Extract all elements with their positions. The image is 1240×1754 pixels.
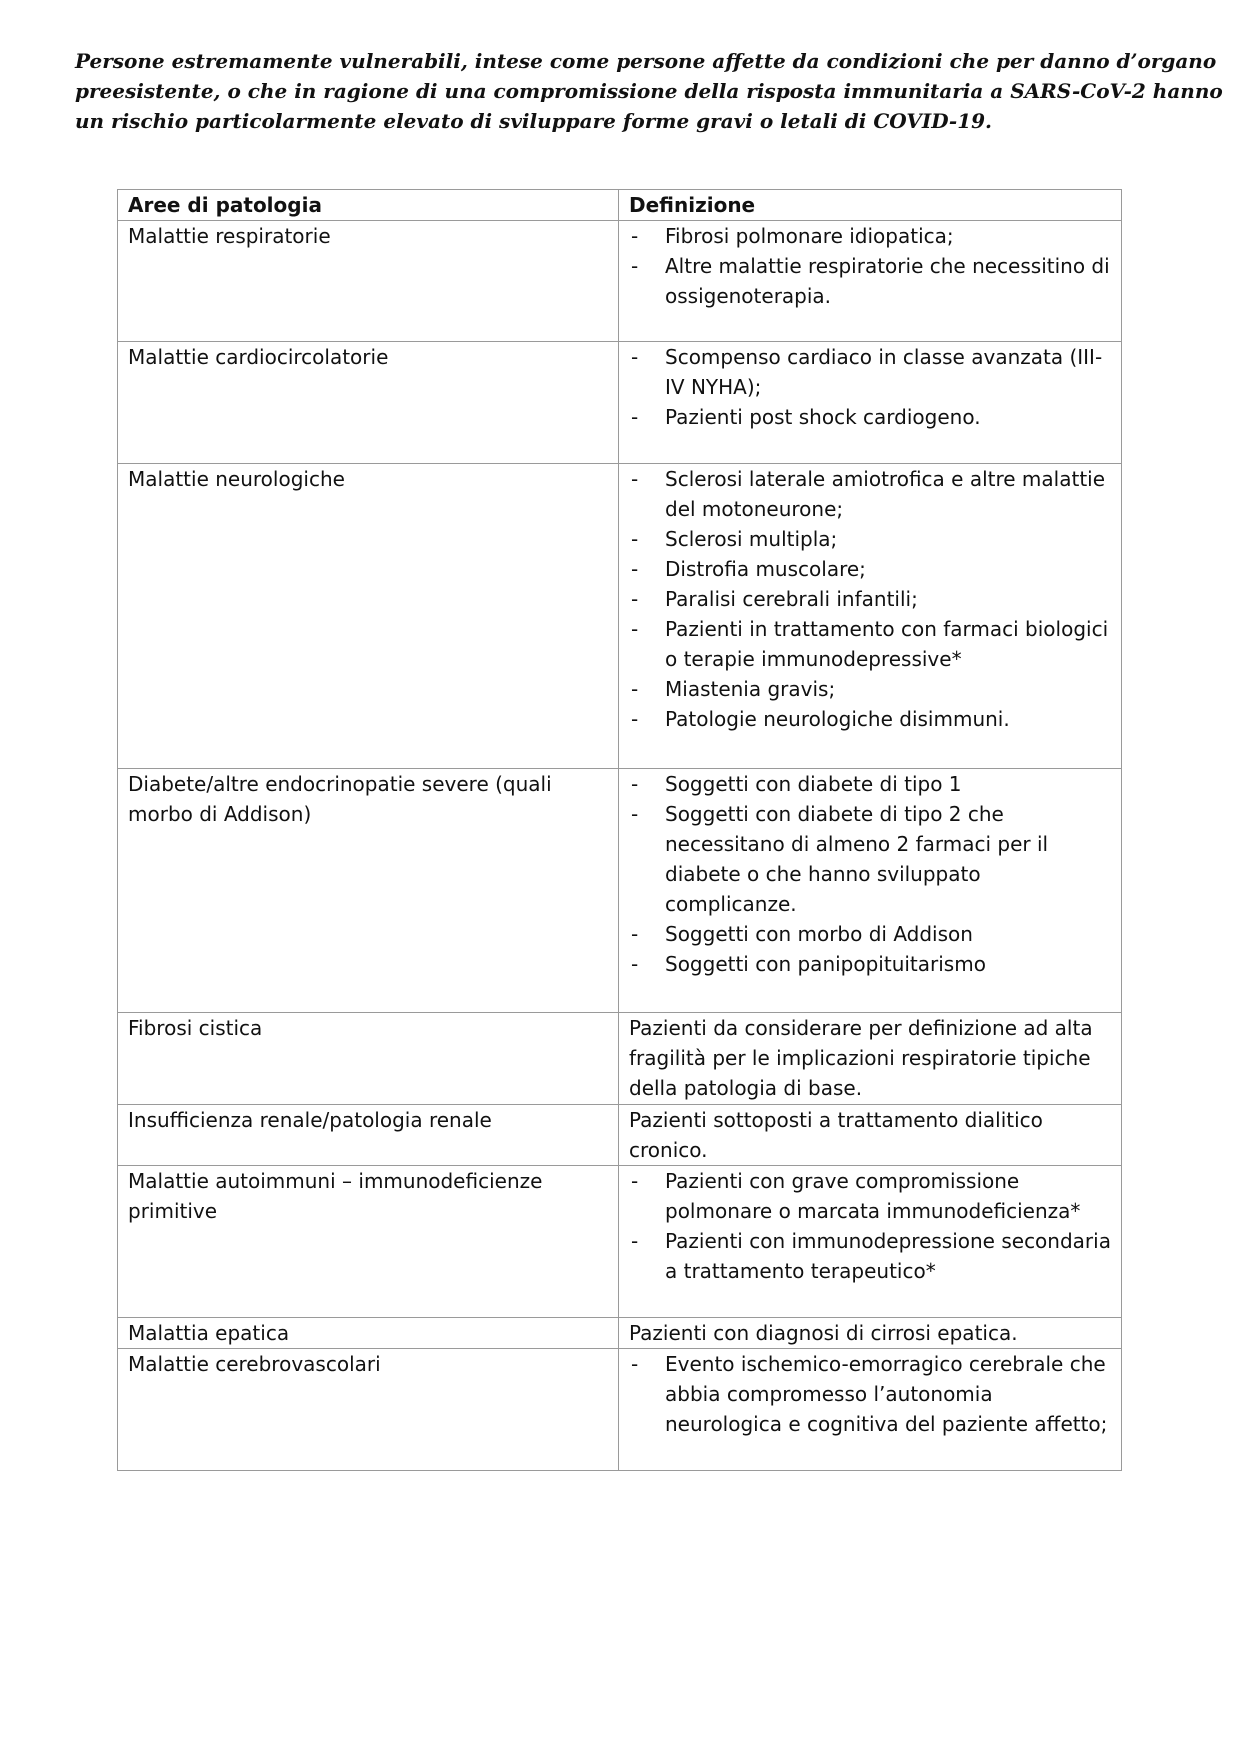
list-item: - Scompenso cardiaco in classe avanzata (III-IV NYHA);	[631, 345, 1103, 399]
area-label: Malattie cerebrovascolari	[128, 1352, 381, 1376]
area-cell	[118, 769, 619, 1013]
intro-paragraph: Persone estremamente vulnerabili, intese come persone affette da condizioni che per danno d’organo preesistente, o che in ragione di una compromissione della risposta immunitaria a SARS-CoV-2 hanno un rischio particolarmente elevato di sviluppare forme gravi o letali di COVID-19.	[75, 49, 1223, 133]
definition-cell	[619, 342, 1122, 464]
area-cell	[118, 464, 619, 769]
area-label: Insufficienza renale/patologia renale	[128, 1108, 492, 1132]
area-cell	[118, 1013, 619, 1105]
definition-list	[629, 221, 1111, 311]
table-row	[118, 464, 1122, 769]
list-item: - Pazienti in trattamento con farmaci biologici o terapie immunodepressive*	[631, 617, 1109, 671]
list-item: - Distrofia muscolare;	[631, 557, 866, 581]
pathology-table	[117, 189, 1122, 1471]
area-label: Malattie respiratorie	[128, 224, 331, 248]
definition-cell	[619, 464, 1122, 769]
list-item: - Miastenia gravis;	[631, 677, 836, 701]
definition-text: Pazienti con diagnosi di cirrosi epatica.	[629, 1321, 1018, 1345]
definition-cell	[619, 1318, 1122, 1349]
definition-cell	[619, 769, 1122, 1013]
list-item: - Soggetti con panipopituitarismo	[631, 952, 986, 976]
list-item: - Sclerosi laterale amiotrofica e altre malattie del motoneurone;	[631, 467, 1106, 521]
list-item: - Patologie neurologiche disimmuni.	[631, 707, 1010, 731]
list-item: - Pazienti con immunodepressione secondaria a trattamento terapeutico*	[631, 1229, 1111, 1283]
list-item: - Pazienti post shock cardiogeno.	[631, 405, 981, 429]
table-header-row	[118, 190, 1122, 221]
list-item: - Pazienti con grave compromissione polmonare o marcata immunodeficienza*	[631, 1169, 1081, 1223]
table-row	[118, 1105, 1122, 1166]
list-item: - Altre malattie respiratorie che necessitino di ossigenoterapia.	[631, 254, 1110, 308]
list-item: - Paralisi cerebrali infantili;	[631, 587, 918, 611]
list-item: - Sclerosi multipla;	[631, 527, 838, 551]
list-item: - Soggetti con diabete di tipo 1	[631, 772, 962, 796]
definition-list	[629, 1349, 1111, 1439]
definition-list	[629, 464, 1111, 734]
header-definition: Definizione	[619, 190, 1122, 221]
list-item: - Soggetti con morbo di Addison	[631, 922, 973, 946]
definition-list	[629, 769, 1111, 979]
area-cell	[118, 221, 619, 342]
table-row	[118, 221, 1122, 342]
area-cell	[118, 1166, 619, 1318]
area-label: Malattie neurologiche	[128, 467, 345, 491]
definition-list	[629, 1166, 1111, 1286]
table-row	[118, 769, 1122, 1013]
area-label: Malattie autoimmuni – immunodeficienze primitive	[128, 1169, 543, 1223]
table-row	[118, 1013, 1122, 1105]
table-row	[118, 342, 1122, 464]
area-label: Malattie cardiocircolatorie	[128, 345, 389, 369]
definition-list	[629, 342, 1111, 432]
list-item: - Soggetti con diabete di tipo 2 che necessitano di almeno 2 farmaci per il diabete o che hanno sviluppato complicanze.	[631, 802, 1049, 916]
table-row	[118, 1318, 1122, 1349]
table-row	[118, 1349, 1122, 1471]
area-cell	[118, 1349, 619, 1471]
definition-cell	[619, 221, 1122, 342]
area-cell	[118, 1105, 619, 1166]
area-label: Diabete/altre endocrinopatie severe (quali morbo di Addison)	[128, 772, 552, 826]
table-row	[118, 1166, 1122, 1318]
definition-text: Pazienti sottoposti a trattamento dialitico cronico.	[629, 1108, 1043, 1162]
definition-cell	[619, 1013, 1122, 1105]
definition-cell	[619, 1166, 1122, 1318]
area-label: Fibrosi cistica	[128, 1016, 263, 1040]
area-label: Malattia epatica	[128, 1321, 290, 1345]
definition-text: Pazienti da considerare per definizione ad alta fragilità per le implicazioni respiratorie tipiche della patologia di base.	[629, 1016, 1093, 1100]
list-item: - Evento ischemico-emorragico cerebrale che abbia compromesso l’autonomia neurologica e cognitiva del paziente affetto;	[631, 1352, 1108, 1436]
definition-cell	[619, 1349, 1122, 1471]
definition-cell	[619, 1105, 1122, 1166]
area-cell	[118, 1318, 619, 1349]
header-area: Aree di patologia	[118, 190, 619, 221]
area-cell	[118, 342, 619, 464]
list-item: - Fibrosi polmonare idiopatica;	[631, 224, 954, 248]
